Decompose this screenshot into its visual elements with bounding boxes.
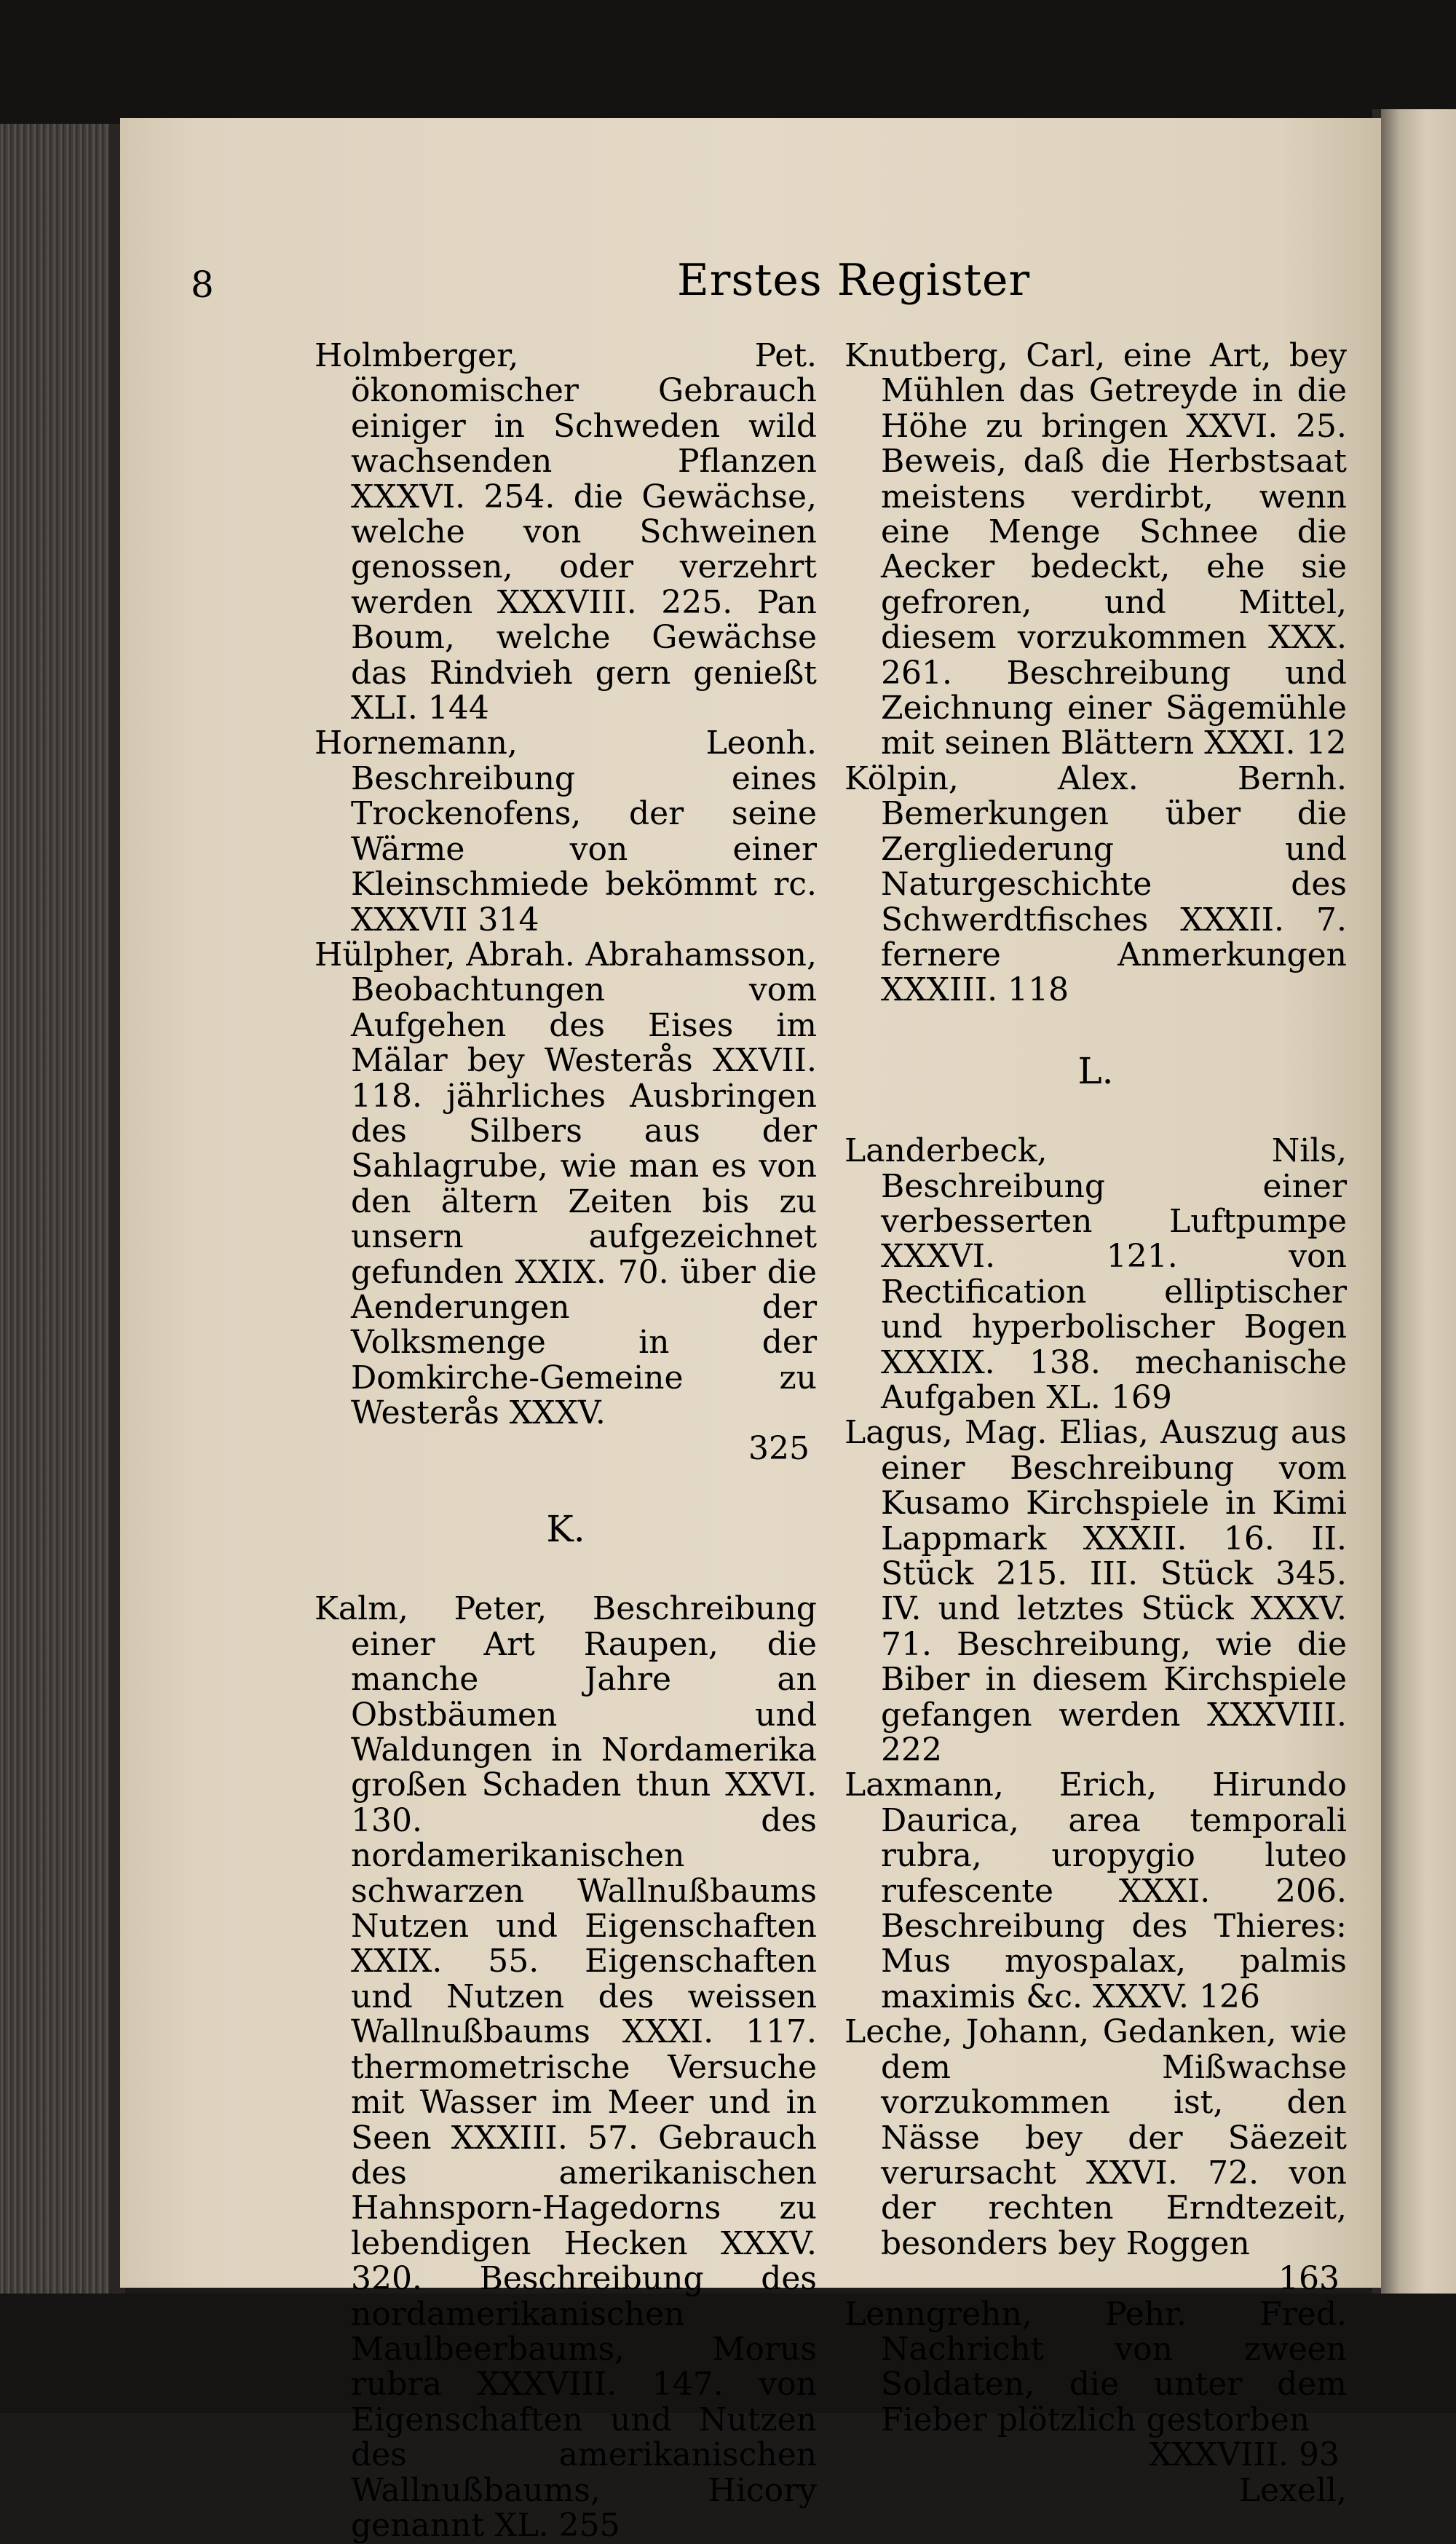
entry-reference: XXXI. 12 — [1204, 724, 1347, 762]
entry-name: Hülpher, Abrah. Abrahamsson, — [314, 936, 817, 973]
index-entry — [314, 339, 817, 726]
entry-name: Kalm, Peter, — [314, 1590, 547, 1628]
entry-text: Beschreibung einer verbesserten Luftpumpe XXXVI. 121. von Rectification elliptischer und hyperbolischer Bogen XXXIX. 138. mechanische Aufgaben — [881, 1167, 1347, 1416]
entry-name: Lenngrehn, Pehr. Fred. — [844, 2295, 1347, 2333]
index-entry — [314, 726, 817, 937]
entry-name: Hornemann, Leonh. — [314, 724, 817, 762]
index-entry — [844, 2015, 1347, 2261]
index-entry — [314, 938, 817, 1431]
section-letter-l: L. — [1077, 1049, 1114, 1092]
entry-name: Leche, Johann, — [844, 2013, 1090, 2051]
book-page-edges — [0, 124, 120, 2301]
index-entry — [844, 339, 1347, 762]
section-letter-k: K. — [546, 1508, 585, 1550]
entry-text: eine Art, bey Mühlen das Getreyde in die Höhe zu bringen XXVI. 25. Beweis, daß die Herbstsaat meistens verdirbt, wenn eine Menge Schnee die Aecker bedeckt, ehe sie gefroren, und Mittel, diesem vorzukommen XXX. 261. Beschreibung und Zeichnung einer Sägemühle mit seinen Blättern — [881, 337, 1347, 762]
entry-text: Auszug aus einer Beschreibung vom Kusamo Kirchspiele in Kimi Lappmark XXXII. 16. II. Stück 215. III. Stück 345. IV. und letztes Stück XXXV. 71. Beschreibung, wie die Biber in diesem Kirchspiele gefangen werden XXXVIII. — [881, 1414, 1347, 1734]
page-number: 8 — [191, 264, 214, 306]
catchword: Lexell, — [1238, 2471, 1347, 2509]
entry-text: Beobachtungen vom Aufgehen des Eises im Mälar bey Westerås XXVII. 118. jährliches Ausbringen des Silbers aus der Sahlagrube, wie man es von den ältern Zeiten bis zu unsern aufgezeichnet gefunden XXIX. 70. über die Aenderungen der Volksmenge in der Domkirche-Gemeine zu Westerås XXXV. — [351, 971, 817, 1432]
entry-name: Knutberg, Carl, — [844, 337, 1106, 374]
facing-page-edge — [1381, 109, 1456, 2294]
entry-text: ökonomischer Gebrauch einiger in Schweden wild wachsenden Pflanzen XXXVI. 254. die Gewächse, welche von Schweinen genossen, oder verzehrt werden XXXVIII. 225. Pan Boum, welche Gewächse das Rindvieh gern genießt — [351, 372, 817, 692]
entry-reference: XL. 255 — [494, 2506, 620, 2544]
entry-reference: XXXV. 126 — [1093, 1978, 1261, 2015]
entry-text: Hirundo Daurica, area temporali rubra, uropygio luteo rufescente XXXI. 206. Beschreibung des Thieres: Mus myospalax, palmis maximis &c. — [881, 1766, 1347, 2015]
entry-name: Kölpin, Alex. Bernh. — [844, 759, 1347, 797]
index-entry — [844, 1134, 1347, 1415]
index-entry — [844, 1415, 1347, 1768]
entry-reference: XXXVII 314 — [351, 901, 539, 939]
entry-reference: XL. 169 — [1046, 1378, 1172, 1416]
entry-text: Beschreibung einer Art Raupen, die manche Jahre an Obstbäumen und Waldungen in Nordamerika großen Schaden thun XXVI. 130. des nordamerikanischen schwarzen Wallnußbaums Nutzen und Eigenschaften XXIX. 55. Eigenschaften und Nutzen des weissen Wallnußbaums XXXI. 117. thermometrische Versuche mit Wasser im Meer und in Seen XXXIII. 57. Gebrauch des amerikanischen Hahnsporn-Hagedorns zu lebendigen Hecken XXXV. 320. Beschreibung des nordamerikanischen Maulbeerbaums, Morus rubra XXXVIII. 147. von Eigenschaften und Nutzen des amerikanischen Wallnußbaums, Hicory genannt — [351, 1590, 817, 2544]
entry-text: Bemerkungen über die Zergliederung und Naturgeschichte des Schwerdtfisches XXXII. 7. fernere Anmerkungen — [881, 795, 1347, 973]
left-column — [314, 339, 817, 2543]
entry-text: Beschreibung eines Trockenofens, der seine Wärme von einer Kleinschmiede bekömmt rc. — [351, 759, 817, 904]
index-entry — [844, 1768, 1347, 2015]
right-column — [844, 339, 1347, 2508]
entry-text: Gedanken, wie dem Mißwachse vorzukommen ist, den Nässe bey der Säezeit verursacht XXVI. 72. von der rechten Erndtezeit, besonders bey Roggen — [881, 2013, 1347, 2262]
entry-reference: XXXIII. 118 — [881, 971, 1069, 1009]
entry-name: Lagus, Mag. Elias, — [844, 1414, 1149, 1452]
index-entry — [844, 2297, 1347, 2438]
entry-name: Holmberger, Pet. — [314, 337, 817, 374]
index-entry — [844, 759, 1347, 1009]
entry-reference: 222 — [881, 1731, 942, 1769]
running-title: Erstes Register — [677, 255, 1031, 306]
entry-reference: XXXVIII. 93 — [1149, 2436, 1340, 2474]
entry-reference: XLI. 144 — [351, 690, 489, 727]
index-entry — [314, 1592, 817, 2543]
entry-reference: 325 — [748, 1429, 810, 1467]
entry-reference: 163 — [1278, 2260, 1340, 2298]
background-top — [0, 0, 1456, 124]
entry-text: Nachricht von zween Soldaten, die unter dem Fieber plötzlich gestorben — [881, 2330, 1347, 2438]
entry-name: Landerbeck, Nils, — [844, 1132, 1347, 1170]
entry-name: Laxmann, Erich, — [844, 1766, 1158, 1804]
